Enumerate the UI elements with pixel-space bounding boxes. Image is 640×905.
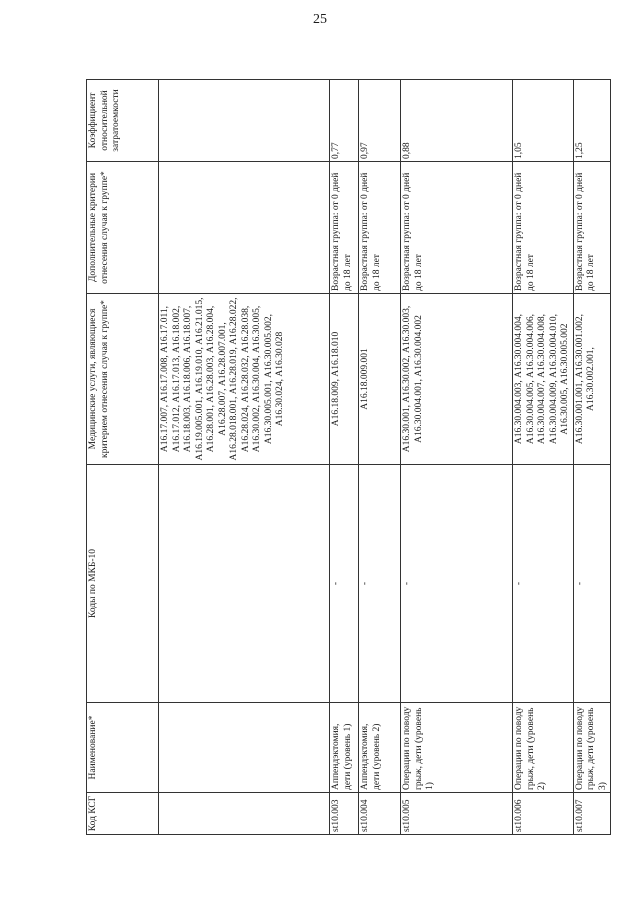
cell-criteria: Возрастная группа: от 0 дней до 18 лет — [513, 162, 574, 294]
cell-coef: 1,25 — [573, 80, 611, 162]
table-row — [401, 80, 513, 835]
header-criteria: Дополнительные критерии отнесения случая к группе* — [87, 162, 159, 294]
cell-code: st10.007 — [573, 793, 611, 835]
cell-criteria: Возрастная группа: от 0 дней до 18 лет — [573, 162, 611, 294]
header-mkb: Коды по МКБ-10 — [87, 465, 159, 703]
table-row — [573, 80, 611, 835]
cell-mkb: - — [359, 465, 401, 703]
table-row — [513, 80, 574, 835]
cell-name: Аппендэктомия, дети (уровень 1) — [330, 703, 359, 793]
cell-name: Операции по поводу грыж, дети (уровень 2) — [513, 703, 574, 793]
cell-coef: 0,77 — [330, 80, 359, 162]
cell-services: А16.17.007, А16.17.008, А16.17.011, А16.17.012, А16.17.013, А16.18.002, А16.18.003, А16.18.006, А16.18.007, А16.19.005.001, А16.19.010, А16.21.015, А16.28.001, А16.28.003, А16.28.004, А16.28.007, А16.28.007.001, А16.28.018.001, А16.28.019, А16.28.022, А16.28.024, А16.28.032, А16.28.038, А16.30.002, А16.30.004, А16.30.005, А16.30.005.001, А16.30.005.002, А16.30.024, А16.30.028 — [159, 294, 330, 465]
cell-services: А16.30.004.003, А16.30.004.004, А16.30.004.005, А16.30.004.006, А16.30.004.007, А16.30.004.008, А16.30.004.009, А16.30.004.010, А16.30.005, А16.30.005.002 — [513, 294, 574, 465]
cell-code: st10.005 — [401, 793, 513, 835]
cell-code: st10.006 — [513, 793, 574, 835]
table-row — [330, 80, 359, 835]
cell-services: А16.18.009.001 — [359, 294, 401, 465]
cell-name — [159, 703, 330, 793]
cell-code: st10.003 — [330, 793, 359, 835]
cell-mkb — [159, 465, 330, 703]
cell-criteria: Возрастная группа: от 0 дней до 18 лет — [359, 162, 401, 294]
cell-criteria: Возрастная группа: от 0 дней до 18 лет — [330, 162, 359, 294]
cell-mkb: - — [513, 465, 574, 703]
cell-coef — [159, 80, 330, 162]
cell-services: А16.30.001.001, А16.30.001.002, А16.30.002.001, — [573, 294, 611, 465]
ksg-table — [86, 79, 611, 835]
cell-services: А16.30.001, А16.30.002, А16.30.003, А16.30.004.001, А16.30.004.002 — [401, 294, 513, 465]
table-row — [359, 80, 401, 835]
cell-code: st10.004 — [359, 793, 401, 835]
header-code: Код КСГ — [87, 793, 159, 835]
cell-coef: 0,88 — [401, 80, 513, 162]
cell-mkb: - — [401, 465, 513, 703]
cell-name: Операции по поводу грыж, дети (уровень 3) — [573, 703, 611, 793]
cell-services: А16.18.009, А16.18.010 — [330, 294, 359, 465]
table-row — [159, 80, 330, 835]
cell-mkb: - — [330, 465, 359, 703]
header-services: Медицинские услуги, являющиеся критерием отнесения случая к группе* — [87, 294, 159, 465]
cell-mkb: - — [573, 465, 611, 703]
cell-criteria — [159, 162, 330, 294]
cell-coef: 1,05 — [513, 80, 574, 162]
cell-coef: 0,97 — [359, 80, 401, 162]
rotated-table-container — [86, 80, 608, 835]
header-name: Наименование* — [87, 703, 159, 793]
page-number: 25 — [313, 12, 327, 27]
cell-code — [159, 793, 330, 835]
cell-criteria: Возрастная группа: от 0 дней до 18 лет — [401, 162, 513, 294]
cell-name: Аппендэктомия, дети (уровень 2) — [359, 703, 401, 793]
header-coef: Коэффициент относительной затратоемкости — [87, 80, 159, 162]
cell-name: Операции по поводу грыж, дети (уровень 1) — [401, 703, 513, 793]
table-header-row — [87, 80, 159, 835]
